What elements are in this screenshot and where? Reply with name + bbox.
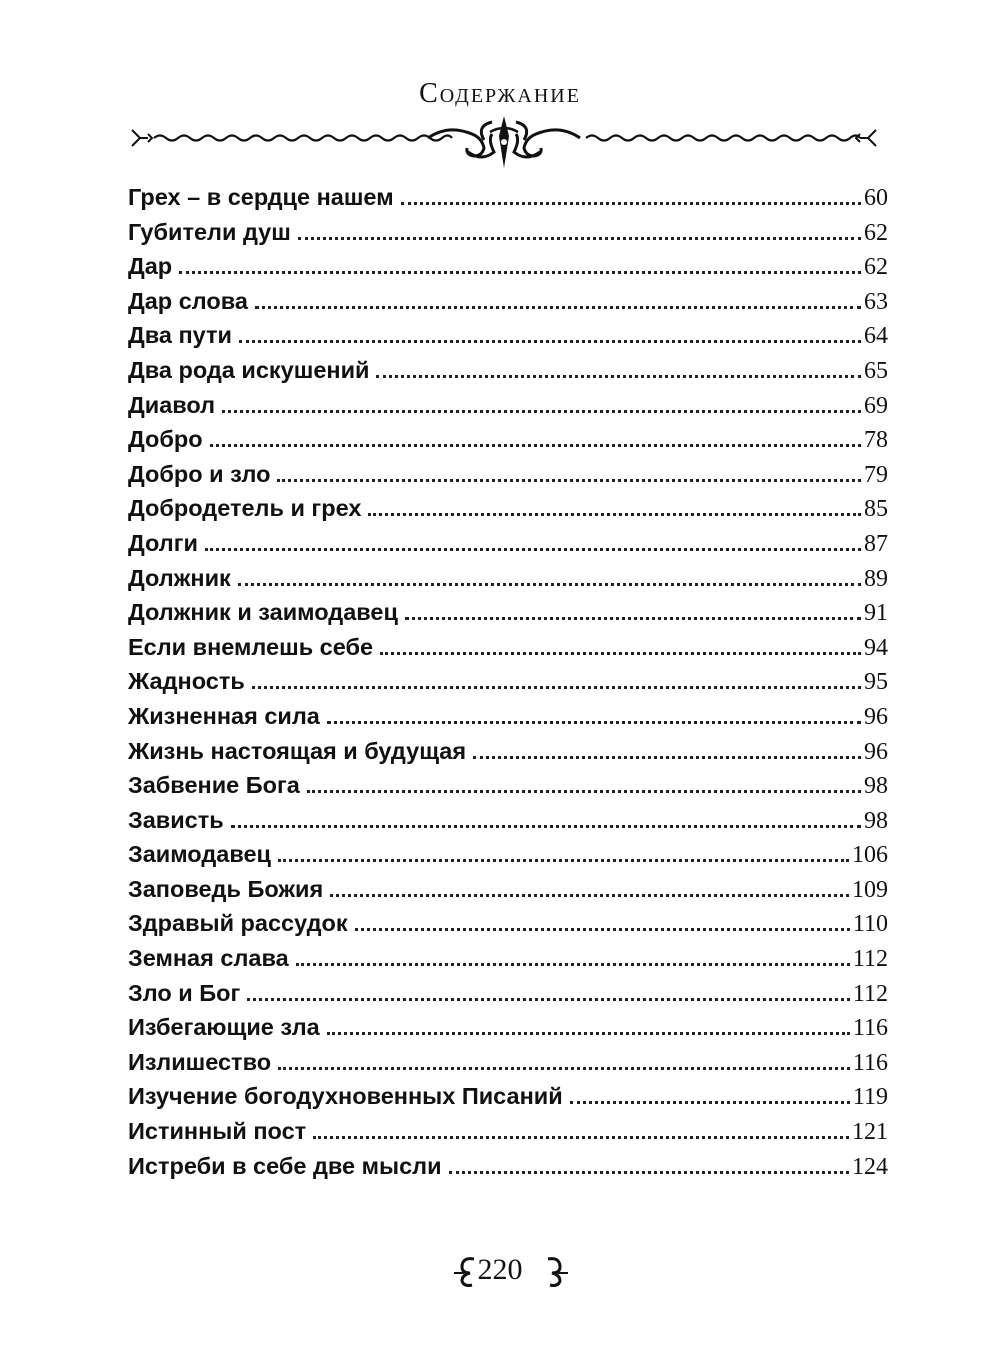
toc-entry — [128, 980, 888, 1015]
toc-entry — [128, 357, 888, 392]
toc-entry — [128, 738, 888, 773]
toc-dot-leader — [252, 686, 861, 689]
toc-entry — [128, 565, 888, 600]
toc-entry — [128, 530, 888, 565]
toc-entry-page: 121 — [852, 1119, 888, 1146]
toc-dot-leader — [278, 1067, 850, 1070]
toc-entry — [128, 219, 888, 254]
toc-entry-page: 112 — [852, 980, 888, 1007]
toc-dot-leader — [298, 237, 861, 240]
toc-entry-title: Жадность — [128, 668, 245, 695]
toc-dot-leader — [368, 513, 861, 516]
toc-dot-leader — [355, 928, 850, 931]
page-header-title: Содержание — [419, 78, 581, 109]
toc-entry-page: 98 — [864, 773, 888, 800]
toc-dot-leader — [376, 375, 861, 378]
toc-dot-leader — [296, 963, 850, 966]
toc-entry — [128, 703, 888, 738]
toc-entry-page: 65 — [864, 357, 888, 384]
toc-entry-title: Два рода искушений — [128, 356, 370, 383]
toc-entry — [128, 1118, 888, 1153]
toc-entry — [128, 392, 888, 427]
toc-entry-page: 96 — [864, 703, 888, 730]
toc-entry-page: 60 — [864, 185, 888, 211]
toc-entry-title: Должник — [128, 564, 231, 591]
toc-entry — [128, 841, 888, 876]
toc-entry-page: 78 — [864, 427, 888, 454]
toc-entry — [128, 772, 888, 807]
toc-entry-title: Истреби в себе две мысли — [128, 1152, 442, 1179]
toc-entry-page: 96 — [864, 738, 888, 765]
toc-entry-page: 116 — [852, 1049, 888, 1076]
toc-entry-title: Диавол — [128, 391, 216, 418]
toc-entry-title: Добро и зло — [128, 460, 271, 487]
toc-entry — [128, 495, 888, 530]
toc-entry-page: 106 — [852, 842, 888, 869]
toc-dot-leader — [327, 721, 861, 724]
toc-entry-title: Земная слава — [128, 945, 289, 972]
toc-dot-leader — [473, 756, 861, 759]
toc-entry-page: 62 — [864, 254, 888, 281]
toc-dot-leader — [247, 998, 850, 1001]
toc-entry-page: 62 — [864, 219, 888, 246]
ornament-divider-icon — [128, 112, 880, 172]
toc-dot-leader — [179, 271, 861, 274]
toc-entry-page: 94 — [864, 634, 888, 661]
toc-entry-page: 98 — [864, 807, 888, 834]
toc-entry — [128, 322, 888, 357]
toc-dot-leader — [238, 583, 861, 586]
toc-dot-leader — [231, 825, 861, 828]
toc-entry — [128, 288, 888, 323]
toc-entry-title: Зависть — [128, 806, 224, 833]
toc-entry-title: Дар слова — [128, 287, 248, 314]
toc-entry-title: Должник и заимодавец — [128, 599, 398, 626]
toc-entry-page: 110 — [852, 911, 888, 938]
toc-entry-page: 89 — [864, 565, 888, 592]
toc-dot-leader — [380, 652, 861, 655]
toc-entry-page: 116 — [852, 1015, 888, 1042]
toc-entry-title: Губители душ — [128, 218, 291, 245]
page-footer — [0, 1247, 1000, 1291]
toc-dot-leader — [210, 444, 861, 447]
table-of-contents — [128, 184, 888, 1187]
toc-entry-title: Излишество — [128, 1048, 272, 1075]
toc-entry — [128, 668, 888, 703]
toc-entry-title: Жизнь настоящая и будущая — [128, 737, 467, 764]
toc-dot-leader — [222, 410, 861, 413]
toc-dot-leader — [570, 1101, 850, 1104]
toc-dot-leader — [205, 548, 861, 551]
toc-entry-title: Забвение Бога — [128, 772, 300, 799]
toc-entry-title: Дар — [128, 253, 173, 280]
toc-entry — [128, 876, 888, 911]
toc-entry — [128, 461, 888, 496]
toc-dot-leader — [277, 479, 861, 482]
toc-entry — [128, 599, 888, 634]
toc-entry-title: Два пути — [128, 322, 232, 349]
toc-entry — [128, 910, 888, 945]
toc-entry — [128, 634, 888, 669]
toc-entry — [128, 426, 888, 461]
toc-entry — [128, 807, 888, 842]
toc-entry-page: 119 — [852, 1084, 888, 1111]
toc-entry-title: Долги — [128, 529, 198, 556]
toc-entry-page: 63 — [864, 288, 888, 315]
toc-dot-leader — [239, 340, 861, 343]
toc-entry-page: 87 — [864, 530, 888, 557]
page-number: 220 — [477, 1253, 523, 1286]
toc-dot-leader — [401, 202, 861, 205]
toc-dot-leader — [405, 617, 861, 620]
toc-entry-page: 109 — [852, 876, 888, 903]
toc-dot-leader — [327, 1032, 850, 1035]
toc-entry — [128, 253, 888, 288]
toc-dot-leader — [278, 859, 849, 862]
toc-entry-title: Если внемлешь себе — [128, 633, 374, 660]
toc-dot-leader — [313, 1136, 849, 1139]
toc-entry-page: 124 — [852, 1153, 888, 1180]
toc-entry-title: Грех – в сердце нашем — [128, 184, 394, 210]
toc-entry-title: Избегающие зла — [128, 1014, 320, 1041]
toc-entry-title: Зло и Бог — [128, 979, 241, 1006]
toc-entry-title: Здравый рассудок — [128, 910, 348, 937]
toc-entry — [128, 1014, 888, 1049]
toc-entry — [128, 945, 888, 980]
toc-dot-leader — [255, 306, 861, 309]
toc-entry-page: 69 — [864, 392, 888, 419]
toc-entry-page: 91 — [864, 600, 888, 627]
toc-entry-title: Изучение богодухновенных Писаний — [128, 1083, 563, 1110]
toc-entry-title: Добро — [128, 426, 203, 453]
toc-entry-page: 95 — [864, 669, 888, 696]
toc-entry-title: Заимодавец — [128, 841, 271, 868]
toc-entry-title: Истинный пост — [128, 1118, 307, 1145]
toc-entry-page: 112 — [852, 946, 888, 973]
toc-dot-leader — [449, 1171, 849, 1174]
toc-entry-page: 64 — [864, 323, 888, 350]
toc-entry — [128, 1083, 888, 1118]
toc-entry-title: Добродетель и грех — [128, 495, 362, 522]
toc-entry — [128, 1153, 888, 1188]
toc-dot-leader — [330, 894, 849, 897]
toc-entry-page: 85 — [864, 496, 888, 523]
toc-entry-title: Жизненная сила — [128, 702, 320, 729]
toc-dot-leader — [307, 790, 861, 793]
toc-entry-page: 79 — [864, 461, 888, 488]
footer-ornament-right-icon — [540, 1253, 570, 1287]
toc-entry — [128, 184, 888, 219]
toc-entry-title: Заповедь Божия — [128, 875, 324, 902]
toc-entry — [128, 1049, 888, 1084]
